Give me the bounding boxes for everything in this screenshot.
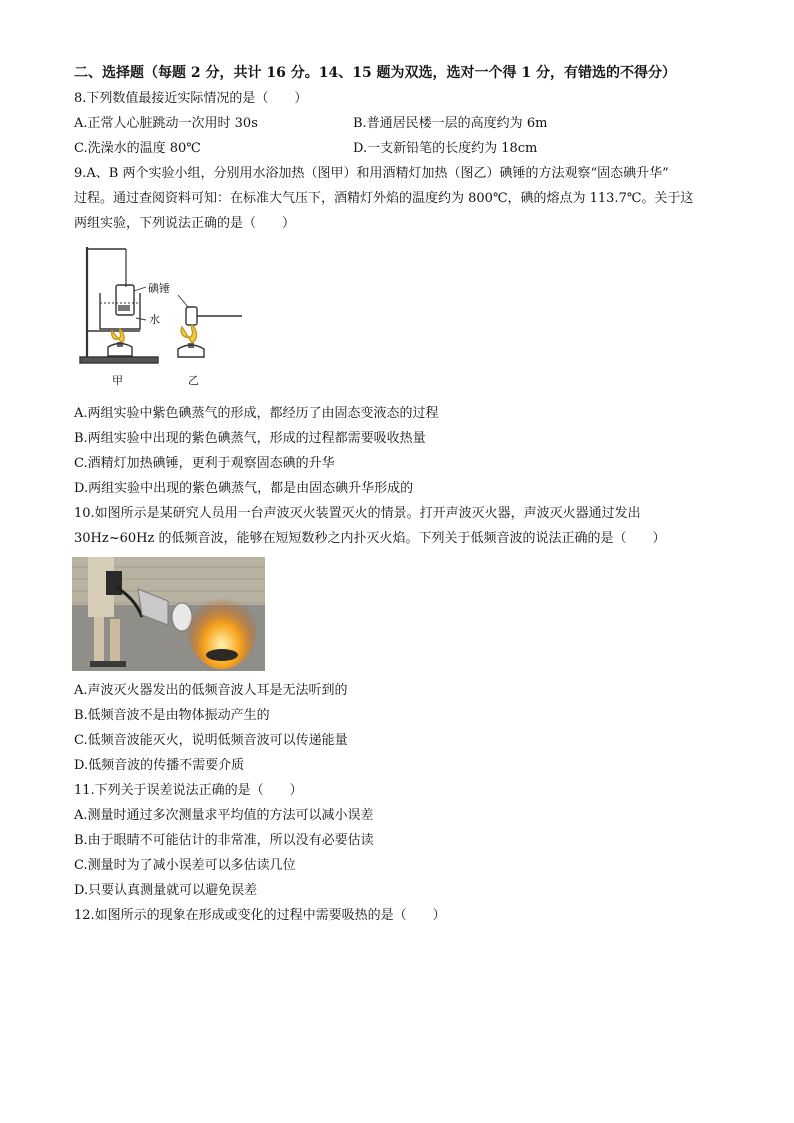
q9-option-d: D.两组实验中出现的紫色碘蒸气，都是由固态碘升华形成的 (74, 481, 414, 496)
q10-option-d: D.低频音波的传播不需要介质 (74, 758, 245, 773)
sonic-extinguisher-photo (72, 557, 265, 671)
q10-option-b: B.低频音波不是由物体振动产生的 (74, 708, 270, 723)
q9-stem-line-1: 9.A、B 两个实验小组，分别用水浴加热（图甲）和用酒精灯加热（图乙）碘锤的方法观察“固态碘升华” (74, 166, 669, 181)
q10-stem-line-2: 30Hz~60Hz 的低频音波，能够在短短数秒之内扑灭火焰。下列关于低频音波的说法正确的是（ ） (74, 531, 666, 546)
stand-base (80, 357, 158, 363)
iodine-hammer-yi (186, 307, 197, 325)
q11-option-b: B.由于眼睛不可能估计的非常准，所以没有必要估读 (74, 833, 374, 848)
q11-option-c: C.测量时为了减小误差可以多估读几位 (74, 858, 296, 873)
q11-option-d: D.只要认真测量就可以避免误差 (74, 883, 258, 898)
label-water: 水 (149, 313, 160, 326)
q8-option-a: A.正常人心脏跳动一次用时 30s (74, 116, 258, 131)
q10-stem-line-1: 10.如图所示是某研究人员用一台声波灭火装置灭火的情景。打开声波灭火器，声波灭火器通过发出 (74, 506, 641, 521)
q11-option-a: A.测量时通过多次测量求平均值的方法可以减小误差 (74, 808, 374, 823)
q9-stem-line-2: 过程。通过查阅资料可知：在标准大气压下，酒精灯外焰的温度约为 800℃，碘的熔点为 113.7℃。关于这 (74, 191, 694, 206)
q9-option-b: B.两组实验中出现的紫色碘蒸气，形成的过程都需要吸收热量 (74, 431, 426, 446)
q8-option-d: D.一支新铅笔的长度约为 18cm (353, 141, 538, 156)
label-yi: 乙 (188, 374, 199, 387)
q11-stem: 11.下列关于误差说法正确的是（ ） (74, 783, 303, 798)
q9-option-c: C.酒精灯加热碘锤，更利于观察固态碘的升华 (74, 456, 335, 471)
q8-stem: 8.下列数值最接近实际情况的是（ ） (74, 91, 308, 106)
iodine-experiment-figure (74, 243, 249, 391)
section-header: 二、选择题（每题 2 分，共计 16 分。14、15 题为双选，选对一个得 1 分，有错选的不得分） (74, 65, 677, 81)
q12-stem: 12.如图所示的现象在形成或变化的过程中需要吸热的是（ ） (74, 908, 446, 923)
q8-option-b: B.普通居民楼一层的高度约为 6m (353, 116, 548, 131)
q9-option-a: A.两组实验中紫色碘蒸气的形成，都经历了由固态变液态的过程 (74, 406, 439, 421)
label-jia: 甲 (112, 374, 123, 387)
q8-option-c: C.洗澡水的温度 80℃ (74, 141, 201, 156)
flame-yi (181, 325, 196, 343)
q10-option-c: C.低频音波能灭火，说明低频音波可以传递能量 (74, 733, 348, 748)
q10-option-a: A.声波灭火器发出的低频音波人耳是无法听到的 (74, 683, 348, 698)
label-iodine-hammer: 碘锤 (148, 282, 170, 295)
q9-stem-line-3: 两组实验，下列说法正确的是（ ） (74, 216, 296, 231)
